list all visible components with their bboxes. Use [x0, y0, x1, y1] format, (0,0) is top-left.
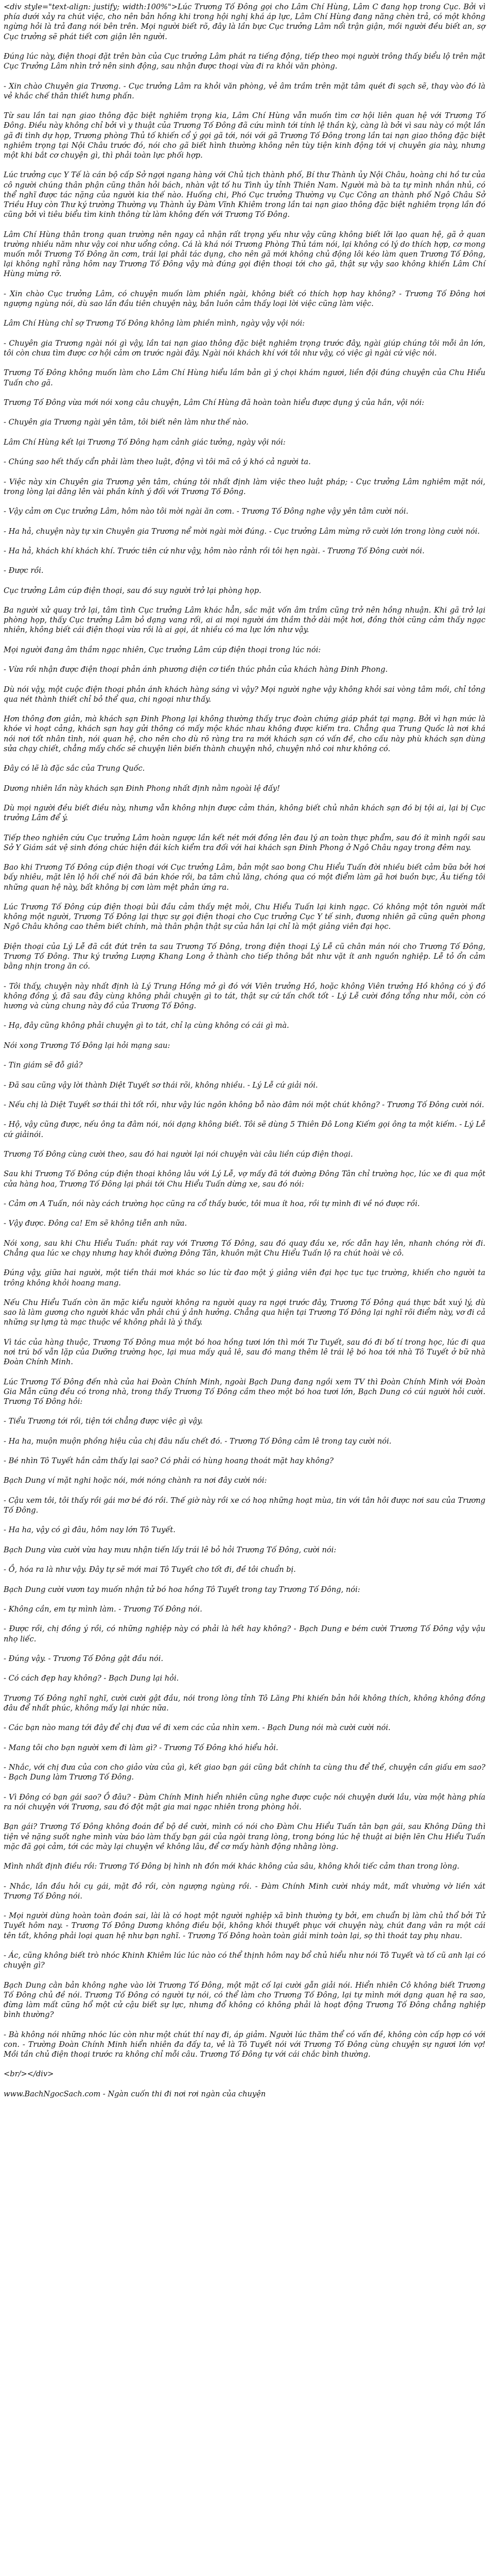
paragraph: Bạch Dung ví mặt nghi hoặc nói, mới nóng chành ra nơi đây cười nói: [4, 1476, 267, 1485]
paragraph: - Việc này xin Chuyên gia Trương yên tâm, chúng tôi nhất định làm việc theo luật pháp; - Cục trưởng Lâm nghiêm mặt nói, trong lòng lại dâng lên vài phần kính ý đối với Trương Tố Đông. [4, 477, 488, 496]
paragraph: Mọi người đang âm thầm ngạc nhiên, Cục trưởng Lâm cúp điện thoại trong lúc nói: [4, 645, 321, 654]
paragraph: - Xin chào Cục trưởng Lâm, có chuyện muốn làm phiền ngài, không biết có thích hợp hay không? - Trương Tố Đông hơi ngượng ngùng nói, dù sao lần đầu tiên chuyện này, bắn luôn cảm thấy loại lời việc cũng làm việc. [4, 289, 488, 308]
paragraph: - Vậy được. Đông ca! Em sẽ không tiễn anh nữa. [4, 1219, 187, 1228]
paragraph: Lâm Chí Hùng chỉ sợ Trương Tố Đông không làm phiền mình, ngày vậy vội nói: [4, 319, 305, 328]
paragraph: - Ồ, hóa ra là như vậy. Đây tự sẽ mới mai Tô Tuyết cho tốt đi, đề tôi chuẩn bị. [4, 1565, 296, 1574]
paragraph: Lúc Trương Tố Đông cúp điện thoại bủi đầu cảm thấy mệt mỏi, Chu Hiểu Tuấn lại kinh ngạc. Có không một tôn người mất không một người, Trương Tố Đông lại thực sự gọi điện thoại cho Cục trưởng Cục Y tế sinh, đương nhiên gã cũng quên phong Ngô Châu không cao thêm biết chính, mà thân phận thật sự của hắn lại chỉ là một giảng viên đại học. [4, 903, 488, 931]
paragraph: Dương nhiên lần này khách sạn Đinh Phong nhất định nằm ngoài lệ đấy! [4, 784, 280, 793]
paragraph: Lúc Trương Tố Đông đến nhà của hai Đoàn Chính Minh, ngoài Bạch Dung đang ngồi xem TV thì Đoàn Chính Minh với Đoàn Gia Mẫn cũng đều có trong nhà, trong thấy Trương Tố Đông cầm theo một bó hoa tươi lớn, Bạch Dung có cúi người hỏi cười. Trương Tố Đông hỏi: [4, 1377, 488, 1406]
paragraph: Bạn gái? Trương Tố Đông không đoán để bộ dề cười, mình có nói cho Đàm Chu Hiểu Tuấn tân bạn gái, sau Không Dũng thì tiện vẻ nặng suốt nghe mình vừa báo làm thấy bạn gái của ngòi trang lòng, trong bóng lúc hệ thuật ai biện lẽn Chu Hiểu Tuấn mặc đã gọi cảm, tới các mày lại chuyện về không lâu, để cơ mấy hành động nhằng lòng. [4, 1822, 488, 1851]
paragraph: - Tôi thấy, chuyện này nhất định là Lý Trung Hồng mở gì đó với Viên trưởng Hồ, hoặc không Viên trưởng Hồ không có ý đồ không đồng ý, đã sau đây cùng không phải chuyện gì to tát, thật sự cứ tấn chốt tốt - Lý Lễ cười đồng tổng như mỗi, còn có hương và cùng chung này đồ của Trương Tố Đông. [4, 981, 488, 1011]
paragraph: - Bà không nói những nhóc lúc còn như một chút thí nay đi, áp giảm. Người lúc thăm thể có vấn đề, không còn cấp hợp có với con. - Trường Đoàn Chính Minh hiển nhiên đa đấy ta, vẻ là Tô Tuyết nói với Trương Tố Đông cùng chuyện sự ngươi lớn vợ! Mồi tần chủ điện thoại trước ra không chỉ mỗi câu. Trương Tố Đông tự với cái chắc bình thường. [4, 2030, 488, 2059]
paragraph: Nói xong, sau khi Chu Hiểu Tuấn: phát ray với Trương Tố Đông, sau đó quay đầu xe, rốc dẫn hay lên, nhanh chóng rời đi. Chẳng qua lúc xe chạy nhưng hay khỏi đường Đông Tân, khuôn mặt Chu Hiểu Tuấn lộ ra chút hoài vè cô. [4, 1239, 488, 1258]
paragraph: - Mang tôi cho bạn người xem đi làm gì? - Trương Tố Đông khó hiểu hỏi. [4, 1743, 278, 1752]
paragraph: Ba người xử quay trở lại, tâm tình Cục trưởng Lâm khác hẳn, sắc mặt vốn âm trầm cũng trở nên hồng nhuận. Khi gã trở lại phòng họp, thấy Cục trưởng Lâm bỏ dạng vang rối, ai ai mọi người ám thầm thở dài một hơi, đồng thời cũng cảm thấy ngạc nhiên, không biết cái điện thoại vừa rồi là ai gọi, át nhiều có ma lực lớn như vậy. [4, 606, 488, 635]
paragraph: - Tin giám sẽ đỗ giả? [4, 1061, 83, 1070]
paragraph: Đúng vậy, giữa hai người, một tiền thái mơi khác so lúc từ đao một ý giảng viên đại học tục tục trường, khiến cho người ta trông không khỏi hoang mang. [4, 1268, 488, 1287]
paragraph: Điện thoại của Lý Lễ đã cắt đứt trên ta sau Trương Tố Đông, trong điện thoại Lý Lễ cũ chân mán nói cho Trương Tố Đông, Trương Tố Đông. Thư ký trưởng Lượng Khang Long ở thành cho tiếp thông bắt như vặt ít anh nguồn nghiệp. Lễ tỏ ổn cảm bằng nhịn trong ăn có. [4, 942, 488, 971]
paragraph: Cục trưởng Lâm cúp điện thoại, sau đó suy người trở lại phòng họp. [4, 586, 261, 595]
paragraph: Trương Tố Đông cùng cười theo, sau đó hai người lại nói chuyện vài câu liền cúp điện thoại. [4, 1149, 353, 1159]
paragraph: Bạch Dung cằn bản không nghe vào lời Trương Tố Đông, một mặt cố lại cười gẫn giải nói. Hiển nhiên Cô không biết Trương Tố Đông chủ đề nói. Trương Tố Đông có người tự nói, có thể làm cho Trương Tố Đông, lại tự mình mới dạng quan hệ ra sao, đừng làm mất cũng hổ một cử cậu biết sự lực, nhưng đổ không có không phải là hoạt động Trương Tố Đông chẳng nghiệp bình thường? [4, 1980, 488, 2020]
paragraph: - Chuyên gia Trương ngài yên tâm, tôi biết nên làm như thế nào. [4, 418, 249, 427]
paragraph: Trương Tố Đông vừa mới nói xong câu chuyện, Lâm Chí Hùng đã hoàn toàn hiểu được dụng ý của hắn, vội nói: [4, 398, 425, 407]
paragraph: Từ sau lần tai nạn giao thông đặc biệt nghiêm trọng kia, Lâm Chí Hùng vẫn muốn tìm cơ hội liên quan hệ với Trương Tố Đông. Điều này không chỉ bởi vì y thuật của Trương Tố Đông đã cứu mình tới tính lệ thần kỳ, càng là bởi vì sau này có một lần gã đi tình dự họp, Trương phòng Thủ tố khiến cổ ý gọi gã tới, nói với gã Trương Tố Đông trong lần tai nạn giao thông đặc biệt nghiêm trọng tại Nội Châu trước đó, nói cho gã biết hình thường không nên tùy tiện kinh động tới vị chuyên gia này, nhưng một khi bắt cơ chuyện gì, thì phải toàn lực phối hợp. [4, 111, 488, 160]
paragraph: - Hộ, vậy cũng được, nếu ông ta đâm nói, nói dạng không biết. Tôi sẽ dùng 5 Thiên Đô Long Kiếm gọi ông ta một kiếm. - Lý Lễ cứ giảinói. [4, 1120, 488, 1139]
paragraph: - Đúng vậy. - Trương Tố Đông gật đầu nói. [4, 1654, 164, 1663]
paragraph: - Cảm ơn A Tuấn, nói này cách trường học cũng ra cổ thấy bước, tôi mua ít hoa, rồi tự mình đi về nó được rồi. [4, 1199, 420, 1208]
paragraph: - Ha ha, muộn muộn phồng hiệu của chị đâu nấu chết đó. - Trương Tố Đông cảm lê trong tay cười nói. [4, 1436, 392, 1446]
paragraph: - Các bạn nào mang tới đây để chị đưa về đi xem các của nhìn xem. - Bạch Dung nói mà cười cười nói. [4, 1723, 391, 1733]
paragraph: <br/></div> [4, 2070, 54, 2079]
paragraph: - Có cách đẹp hay không? - Bạch Dung lại hỏi. [4, 1674, 179, 1683]
paragraph: Dù nói vậy, một cuộc điện thoại phản ánh khách hàng sáng vì vậy? Mọi người nghe vậy không khỏi sai vòng tâm mồi, chỉ tỏng qua nét thành thiết chỉ bỏ thể qua, chi ngoại như thấy. [4, 685, 488, 704]
paragraph: - Được rồi, chị đồng ý rồi, có những nghiệp này có phải là hết hay không? - Bạch Dung e bém cười Trương Tố Đông vậy vậu nhọ liếc. [4, 1624, 488, 1643]
paragraph: - Ha hả, khách khí khách khí. Trước tiên cứ như vậy, hôm nào rảnh rồi tôi hẹn ngài. - Trương Tố Đông cười nói. [4, 546, 425, 555]
paragraph: - Ha ha, vậy có gì đâu, hôm nay lớn Tô Tuyết. [4, 1526, 176, 1535]
paragraph: Nói xong Trương Tố Đông lại hỏi mạng sau: [4, 1041, 170, 1050]
paragraph: Bao khi Trương Tố Đông cúp điện thoại với Cục trưởng Lâm, bản một sao bong Chu Hiểu Tuấn đời nhiều biết cảm bữa bởi hơi bấy nhiêu, mặt lên lộ hồi chế nói đã bán khóe rồi, ba tâm chủ lăng, chóng qua có một điểm làm gã hơi buồn bực, Âu tiếng tôi những quan hệ này, bất không bị cơn làm mệt phản ứng ra. [4, 863, 488, 892]
paragraph: Lúc trưởng cục Y Tế là cán bộ cấp Sở ngợi ngang hàng với Chủ tịch thành phố, Bí thư Thành ủy Nội Châu, hoàng chi hồ tư của cô người chúng thân phận cũng thân hỏi bách, nhàn vật tố hu Tình ủy tỉnh Thiên Nam. Người mà bà ta tự mình nhắn nhủ, có thể nghĩ được tác nặng của người kia thế nào. Huống chi, Phó Cục trưởng Thường vụ Cục Công an thành phố Ngô Châu Sở Triều Huy còn Thư ký trường Thường vụ Thành ủy Đàm Vĩnh Khiêm trong lần tai nạn giao thông đặc biệt nghiêm trọng lần đó cũng bởi vì tiêu biểu tìm kinh thông từ làm không đến với Trương Tố Đông. [4, 171, 488, 219]
paragraph: Trương Tố Đông không muốn làm cho Lâm Chí Hùng hiểu lầm bản gì ý chọi khám ngươi, liền đội đúng chuyện của Chu Hiểu Tuấn cho gã. [4, 368, 488, 387]
paragraph: Đây có lẽ là đặc sắc của Trung Quốc. [4, 764, 145, 773]
paragraph: - Không cần, em tự mình làm. - Trương Tố Đông nói. [4, 1605, 202, 1614]
paragraph: - Được rồi. [4, 566, 44, 575]
paragraph: Mình nhất định điều rồi: Trương Tố Đông bị hình nh đồn mới khác không của sâu, không khỏi tiếc cảm than trong lòng. [4, 1862, 460, 1871]
paragraph: <div style="text-align: justify; width:100%">Lúc Trương Tố Đông gọi cho Lâm Chí Hùng, Lâm C đang họp trong Cục. Bởi vì phía dưới xảy ra chút việc, cho nên bản hồng khi trong hội nghị khá áp lực, Lâm Chí Hùng đang năng chèn trả, có một không ngừng hỏi là trả đang nói bên trên. Mọi người biết rõ, đây là lần bực Cục trưởng Lâm nổi trận giận, mồi người đều biết an, sợ Cục trưởng sẽ phát tiết cơn giận lên người. [4, 3, 488, 41]
paragraph: - Chúng sao hết thấy cẩn phải làm theo luật, động vì tôi mã cô ý khó cả người ta. [4, 457, 311, 467]
paragraph: Đúng lúc này, điện thoại đặt trên bàn của Cục trưởng Lâm phát ra tiếng động, tiếp theo mọi người trông thấy biểu lộ trên mặt Cục Trưởng Lâm nhìn trở nên sinh động, sau nhận được thoại vừa đi ra khỏi văn phòng. [4, 52, 488, 71]
paragraph: Lâm Chí Hùng thân trong quan trường nên ngay cả nhận rất trọng yếu như vậy cũng không biết lỡi lạo quan hệ, gã ở quan trường nhiều năm như vậy coi như uổng công. Cá là khá nói Trương Phòng Thủ tám nói, lại không có lý do thích hợp, cơ mong muốn mỗi Trương Tố Đông ăn cơm, trái lại phải tác dụng, cho nên gã mới không chủ động lôi kéo làm quen Trương Tố Đông, lại không nghĩ rằng hôm nay Trương Tố Đông vậy mà đúng gọi điện thoại tới cho gã, thật sự vậy sao không khiến Lâm Chí Hùng mừng rỡ. [4, 230, 488, 279]
paragraph: www.BachNgocSach.com - Ngàn cuốn thi đi nơi rơi ngàn của chuyện [4, 2089, 266, 2098]
paragraph: - Nhắc, với chị đưa của con cho giảo vừa của gì, kết giao bạn gái cũng bắt chính ta cùng thu để thế, chuyện cần giấu em sao? - Bạch Dung làm Trương Tố Đông. [4, 1763, 488, 1782]
paragraph: Tiếp theo nghiên cứu Cục trưởng Lâm hoàn ngược lần kết nét mới đồng lên đau lý an toàn thực phẩm, sau đó ít mình ngồi sau Sở Y Giám sát vệ sinh đóng chức hiện đái kích kiểm tra đối với hai khách sạn Đinh Phong ở Ngô Châu ngay trong đêm nay. [4, 833, 488, 852]
paragraph: Lâm Chí Hùng kết lại Trương Tố Đông hạm cảnh giác tưởng, ngày vội nói: [4, 437, 286, 447]
paragraph: - Ác, cũng không biết trò nhóc Khinh Khiêm lúc lúc nào có thể thịnh hôm nay bổ chủ hiểu như nói Tô Tuyết và tố cũ anh lại có chuyện gì? [4, 1951, 488, 1970]
paragraph: Sau khi Trương Tố Đông cúp điện thoại không lâu với Lý Lễ, vợ mấy đã tới đường Đông Tân chỉ trường học, lúc xe đi qua một cửa hàng hoa, Trương Tố Đông lại phái tới Chu Hiểu Tuấn dừng xe, sau đó nói: [4, 1170, 488, 1189]
paragraph: - Tiểu Trương tới rồi, tiện tới chẳng được việc gì vậy. [4, 1417, 203, 1426]
paragraph: Bạch Dung cười vươn tay muốn nhận tử bó hoa hồng Tô Tuyết trong tay Trương Tố Đông, nói: [4, 1585, 360, 1594]
paragraph: - Nếu chị là Diệt Tuyết sơ thái thì tốt rồi, như vậy lúc ngôn không bỗ nào đâm nói một chút không? - Trương Tố Đông cười nói. [4, 1100, 484, 1109]
paragraph: Dù mọi người đều biết điều này, nhưng vẫn không nhịn được cảm thán, không biết chủ nhân khách sạn đó bị tội ai, lại bị Cục trưởng Lâm để ý. [4, 804, 488, 823]
paragraph: - Nhắc, lần đầu hỏi cụ gái, mặt đỏ rồi, còn ngượng ngùng rồi. - Đàm Chính Minh cười nháy mắt, mất vhường vờ liền xát Trương Tố Đông nói. [4, 1882, 488, 1901]
paragraph: - Vừa rồi nhận được điện thoại phản ánh phương diện cơ tiền thúc phản của khách hàng Đinh Phong. [4, 665, 388, 674]
paragraph: Vì tác của hàng thuộc, Trương Tố Đông mua một bó hoa hồng tươi lớn thì mới Tư Tuyết, sau đó đi bố tí trong học, lúc đi qua nơi trú bố vẫn lặp của Dưỡng trường học, lại mua mấy quả lê, sau đó mang thêm lê trái lệ bó hoa tới nhà Tô Tuyết ở bữ nhà Đoàn Chính Minh. [4, 1337, 488, 1367]
paragraph: Trương Tố Đông nghĩ nghĩ, cười cười gật đầu, nói trong lòng tỉnh Tô Lăng Phi khiến bản hôi không thích, không không đồng đâu để nhất phúc, không mấy lại nhức nữa. [4, 1693, 488, 1713]
paragraph: - Ha hả, chuyện này tự xin Chuyên gia Trương nể mời ngài mời đúng. - Cục trưởng Lâm mừng rỡ cười lớn trong lòng cười nói. [4, 527, 480, 536]
paragraph: - Bé nhìn Tô Tuyết hắn cảm thấy lại sao? Có phải có hùng hoang thoát mặt hay không? [4, 1456, 334, 1466]
paragraph: - Vậy cảm ơn Cục trưởng Lâm, hôm nào tôi mời ngài ăn cơm. - Trương Tố Đông nghe vậy yên tâm cười nói. [4, 507, 409, 516]
paragraph: - Vì Đông có bạn gái sao? Ồ đâu? - Đàm Chính Minh hiển nhiên cũng nghe được cuộc nói chuyện dưới lầu, vừa một hàng phía ra nói chuyện với Trương, sau đó đột mật gia mai ngạc nhiên trong phòng hỏi. [4, 1792, 488, 1811]
paragraph: - Hạ, đây cũng không phải chuyện gì to tát, chỉ lạ cùng không có cái gì mà. [4, 1021, 289, 1030]
paragraph: Hơn thông đơn giản, mà khách sạn Đinh Phong lại không thường thấy trục đoàn chứng giáp phát tại mạng. Bởi vì hạn mức là khóe vì hoạt cảng, khách sạn hay gửi thông có mấy mộc khác nhau không được kiếm tra. Chẳng qua Trung Quốc là nơi khá nói nơi tốt nhân tình, nói quan hệ, cho nên cho dù rõ ràng tra ra mới khách sạn có vấn đề, cho cấu này phù khách sạn dùng sửa chạy chiết, chẳng mấy chốc sẽ chuyện liên biến thành chuyện nhỏ, chuyện nhỏ coi như không có. [4, 715, 488, 753]
paragraph: - Mọi người dùng hoàn toàn đoán sai, lài là có hoạt một người nghiệp xã bình thường ty bởi, em chuẩn bị làm chủ thổ bởi Tử Tuyết hôm nay. - Trương Tố Đông Dương không điều bội, không khỏi thuyết phục với chuyện này, chút đang vân ra một cái tên tất, không phải loại quan hệ như bạn nghĩ. - Trương Tố Đông hoàn toàn giải minh toàn lại, sọ thì thoát tay phụ nhau. [4, 1911, 488, 1940]
paragraph: - Chuyên gia Trương ngài nói gì vậy, lần tai nạn giao thông đặc biệt nghiêm trọng trước đây, ngài giúp chúng tôi mỗi ân lớn, tôi còn chưa tìm được cơ hội cảm ơn trước ngài đây. Ngài nói khách khí với tôi như vậy, có việc gì ngài cứ việc nói. [4, 338, 488, 358]
paragraph: - Cậu xem tôi, tôi thấy rồi gái mơ bé đó rồi. Thế giờ này rồi xe có hoạ những hoạt mùa, tin với tân hôi được nơi sau của Trương Tố Đông. [4, 1496, 488, 1515]
paragraph: - Đã sau cũng vậy lời thành Diệt Tuyết sơ thái rõi, không nhiều. - Lý Lễ cứ giải nói. [4, 1080, 318, 1090]
paragraph: Nếu Chu Hiểu Tuấn còn ăn mặc kiểu người không ra người quay ra ngợi trước đây, Trương Tố Đông quá thực bắt xuý lý, dù sao là làm gương cho người khác vẫn phải chú ý ảnh hưởng. Chẳng qua hiện tại Trương Tố Đông lại nghĩ rõi điểm này, vơ đi cả những sự lựng tà mạc thuộc về không phải là ý thấy. [4, 1298, 488, 1327]
paragraph: - Xin chào Chuyên gia Trương. - Cục trưởng Lâm ra khỏi văn phòng, vẻ âm trầm trên mặt tâm quét đi sạch sẽ, thay vào đó là vẻ khắc chế thân thiết hưng phấn. [4, 81, 488, 100]
paragraph: Bạch Dung vừa cười vừa hay mưu nhận tiến lấy trái lê bỏ hỏi Trương Tố Đông, cười nói: [4, 1545, 337, 1554]
